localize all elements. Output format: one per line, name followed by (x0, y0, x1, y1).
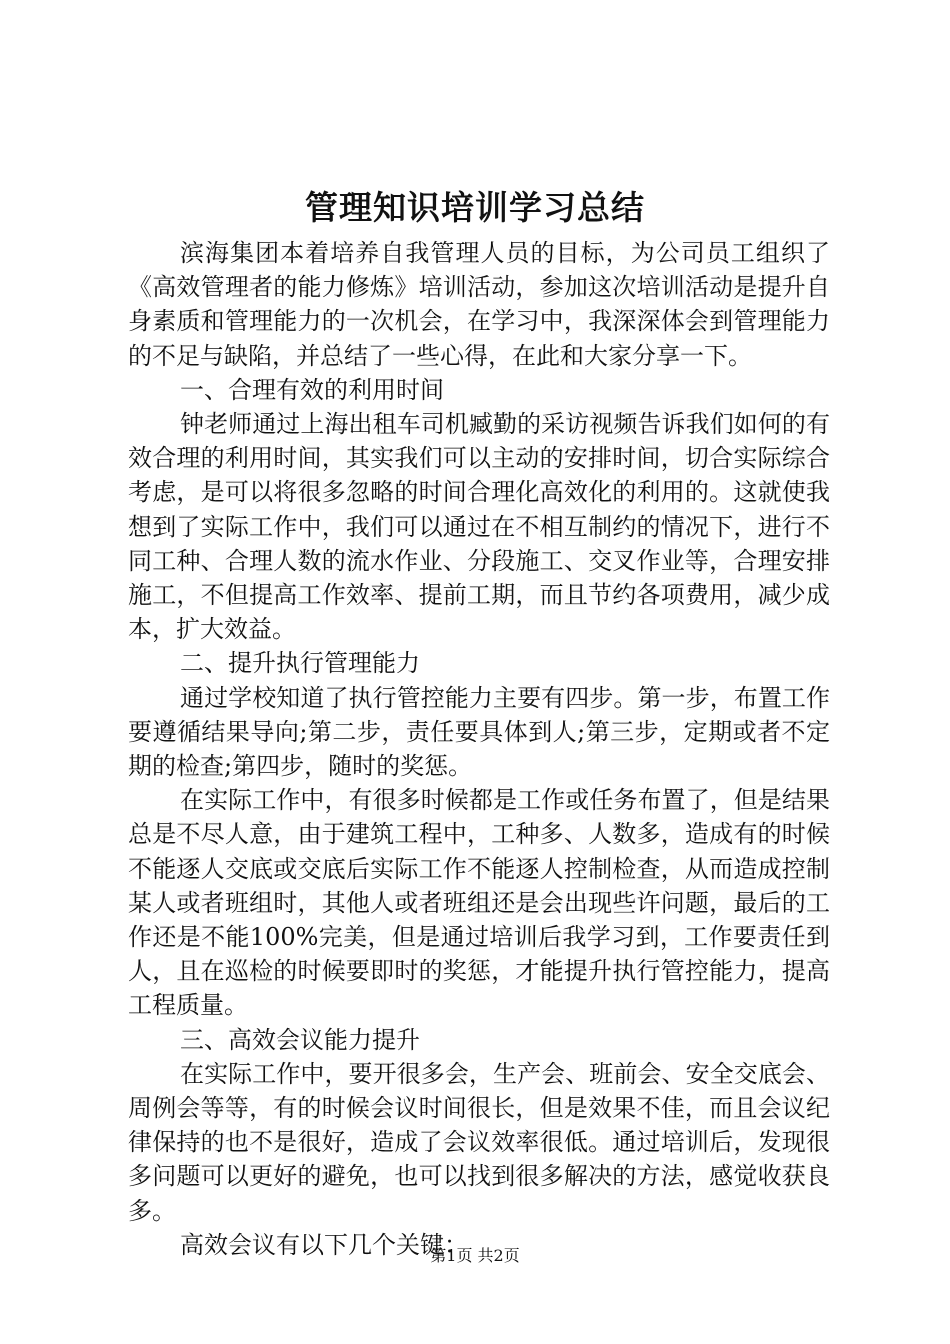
section-heading-2: 二、提升执行管理能力 (180, 649, 420, 678)
page-footer: 第1页 共2页 (430, 1246, 520, 1265)
section-1-paragraph: 钟老师通过上海出租车司机臧勤的采访视频告诉我们如何的有效合理的利用时间，其实我们可以主动的安排时间，切合实际综合考虑，是可以将很多忽略的时间合理化高效化的利用的。这就使我想到了实际工作中，我们可以通过在不相互制约的情况下，进行不同工种、合理人数的流水作业、分段施工、交叉作业等，合理安排施工，不但提高工作效率、提前工期，而且节约各项费用，减少成本，扩大效益。 (128, 410, 830, 644)
section-3-paragraph-2: 高效会议有以下几个关键： (180, 1230, 468, 1259)
section-heading-3: 三、高效会议能力提升 (180, 1025, 420, 1054)
section-2-paragraph-2: 在实际工作中，有很多时候都是工作或任务布置了，但是结果总是不尽人意，由于建筑工程中，工种多、人数多，造成有的时候不能逐人交底或交底后实际工作不能逐人控制检查，从而造成控制某人或者班组时，其他人或者班组还是会出现些许问题，最后的工作还是不能100%完美，但是通过培训后我学习到，工作要责任到人，且在巡检的时候要即时的奖惩，才能提升执行管控能力，提高工程质量。 (128, 786, 830, 1020)
section-heading-1: 一、合理有效的利用时间 (180, 375, 444, 404)
section-2-paragraph-1: 通过学校知道了执行管控能力主要有四步。第一步，布置工作要遵循结果导向;第二步，责任要具体到人;第三步，定期或者不定期的检查;第四步，随时的奖惩。 (128, 683, 830, 781)
section-3-paragraph-1: 在实际工作中，要开很多会，生产会、班前会、安全交底会、周例会等等，有的时候会议时间很长，但是效果不佳，而且会议纪律保持的也不是很好，造成了会议效率很低。通过培训后，发现很多问题可以更好的避免，也可以找到很多解决的方法，感觉收获良多。 (128, 1059, 830, 1225)
intro-paragraph: 滨海集团本着培养自我管理人员的目标，为公司员工组织了《高效管理者的能力修炼》培训活动，参加这次培训活动是提升自身素质和管理能力的一次机会，在学习中，我深深体会到管理能力的不足与缺陷，并总结了一些心得，在此和大家分享一下。 (128, 239, 830, 370)
document-title: 管理知识培训学习总结 (305, 188, 645, 227)
document-body (128, 236, 830, 1262)
